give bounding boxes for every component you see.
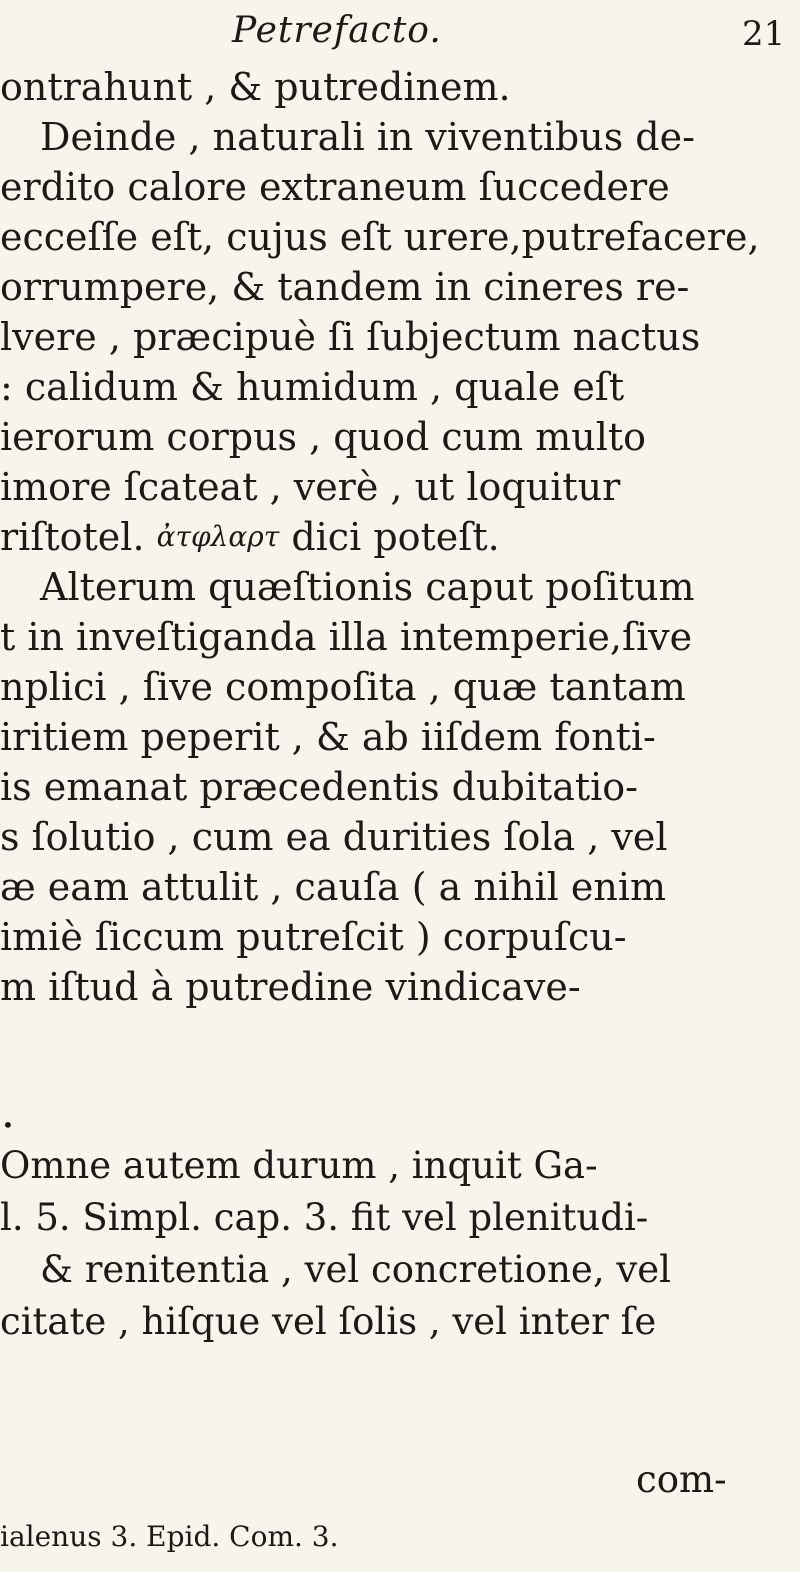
greek-word: ἀτφλαρτ (156, 520, 280, 553)
text-line: ontrahunt , & putredinem. (0, 65, 511, 109)
text-line: æ eam attulit , cauſa ( a nihil enim (0, 865, 667, 909)
text-line: is emanat præcedentis dubitatio- (0, 765, 639, 809)
text-line: : calidum & humidum , quale eſt (0, 365, 625, 409)
footnote-reference: ialenus 3. Epid. Com. 3. (0, 1520, 339, 1553)
page-number: 21 (742, 14, 786, 54)
text-line: nplici , ſive compoſita , quæ tantam (0, 665, 686, 709)
text-fragment: dici poteſt. (291, 515, 500, 559)
footnote-marker: • (2, 1113, 14, 1137)
footnote-line: Omne autem durum , inquit Ga- (0, 1144, 598, 1187)
text-line: Deinde , naturali in viventibus de- (40, 115, 695, 159)
text-line: Alterum quæſtionis caput poſitum (40, 565, 695, 609)
text-line: lvere , præcipuè ſi ſubjectum nactus (0, 315, 701, 359)
text-line: t in inveſtiganda illa intemperie,ſive (0, 615, 693, 659)
text-line: ecceſſe eſt, cujus eſt urere,putrefacere, (0, 215, 760, 259)
running-title: Petrefacto. (232, 10, 442, 51)
footnote-line: citate , hiſque vel ſolis , vel inter ſe (0, 1300, 657, 1343)
text-line: imore ſcateat , verè , ut loquitur (0, 465, 621, 509)
text-fragment: riſtotel. (0, 515, 145, 559)
text-line: iritiem peperit , & ab iiſdem fonti- (0, 715, 656, 759)
footnote-line: l. 5. Simpl. cap. 3. fit vel plenitudi- (0, 1196, 649, 1239)
text-line: erdito calore extraneum ſuccedere (0, 165, 670, 209)
text-line: imiè ſiccum putreſcit ) corpuſcu- (0, 915, 627, 959)
body-text (0, 62, 800, 1012)
text-line: s ſolutio , cum ea durities ſola , vel (0, 815, 668, 859)
catchword: com- (636, 1458, 727, 1501)
text-line: orrumpere, & tandem in cineres re- (0, 265, 690, 309)
text-line-with-greek (0, 512, 800, 562)
page-header (0, 6, 800, 62)
footnote-line: & renitentia , vel concretione, vel (40, 1248, 671, 1291)
text-line: ierorum corpus , quod cum multo (0, 415, 647, 459)
footnotes (0, 1110, 800, 1348)
text-line: m iſtud à putredine vindicave- (0, 965, 581, 1009)
